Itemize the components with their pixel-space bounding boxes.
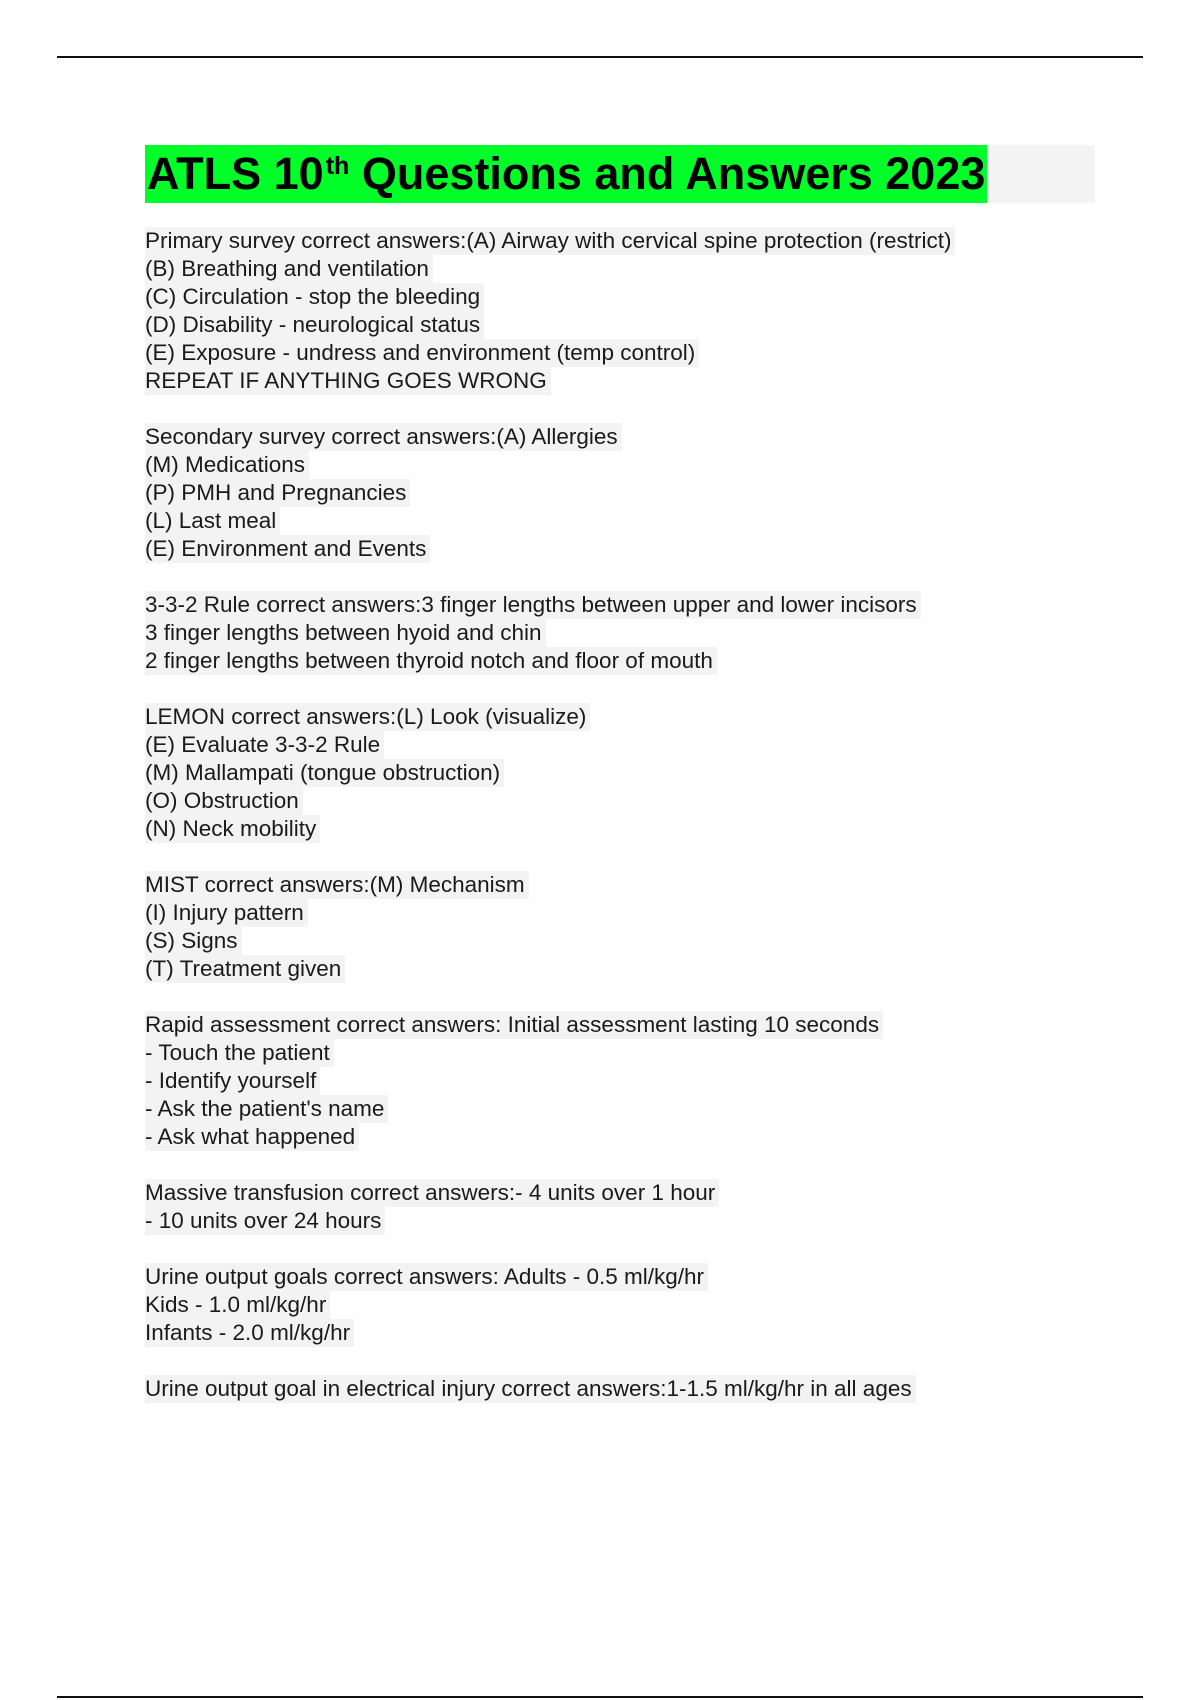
- qa-answer-line: (B) Breathing and ventilation: [145, 255, 433, 283]
- qa-answer-line: (D) Disability - neurological status: [145, 311, 484, 339]
- qa-answer-line: (C) Circulation - stop the bleeding: [145, 283, 484, 311]
- qa-block: [145, 1179, 1095, 1235]
- qa-answer-line: - 10 units over 24 hours: [145, 1207, 385, 1235]
- qa-answer-line: (O) Obstruction: [145, 787, 303, 815]
- qa-answer-line: (E) Exposure - undress and environment (temp control): [145, 339, 699, 367]
- header-rule: [57, 56, 1143, 58]
- qa-answer-line: - Ask the patient's name: [145, 1095, 388, 1123]
- qa-answer-line: (P) PMH and Pregnancies: [145, 479, 410, 507]
- document-body: [145, 145, 1095, 1431]
- qa-question-line: Massive transfusion correct answers:- 4 units over 1 hour: [145, 1179, 719, 1207]
- qa-answer-line: - Touch the patient: [145, 1039, 334, 1067]
- title-shade: [987, 145, 1095, 203]
- title-superscript: th: [325, 152, 350, 180]
- qa-answer-line: (S) Signs: [145, 927, 242, 955]
- qa-question-line: Urine output goal in electrical injury correct answers:1-1.5 ml/kg/hr in all ages: [145, 1375, 916, 1403]
- qa-question-line: Secondary survey correct answers:(A) Allergies: [145, 423, 622, 451]
- qa-answer-line: Infants - 2.0 ml/kg/hr: [145, 1319, 354, 1347]
- qa-question-line: Urine output goals correct answers: Adults - 0.5 ml/kg/hr: [145, 1263, 708, 1291]
- title-prefix: ATLS 10: [147, 148, 324, 199]
- qa-answer-line: (M) Mallampati (tongue obstruction): [145, 759, 504, 787]
- qa-block: [145, 1375, 1095, 1403]
- qa-list: [145, 227, 1095, 1403]
- qa-question-line: Primary survey correct answers:(A) Airway with cervical spine protection (restrict): [145, 227, 955, 255]
- qa-answer-line: Kids - 1.0 ml/kg/hr: [145, 1291, 330, 1319]
- qa-answer-line: (N) Neck mobility: [145, 815, 320, 843]
- qa-block: [145, 591, 1095, 675]
- qa-block: [145, 871, 1095, 983]
- qa-answer-line: - Identify yourself: [145, 1067, 320, 1095]
- title-suffix: Questions and Answers 2023: [349, 148, 986, 199]
- qa-question-line: LEMON correct answers:(L) Look (visualize): [145, 703, 590, 731]
- qa-question-line: MIST correct answers:(M) Mechanism: [145, 871, 529, 899]
- qa-answer-line: - Ask what happened: [145, 1123, 359, 1151]
- qa-answer-line: (E) Environment and Events: [145, 535, 430, 563]
- qa-answer-line: (M) Medications: [145, 451, 309, 479]
- qa-block: [145, 227, 1095, 395]
- qa-question-line: Rapid assessment correct answers: Initial assessment lasting 10 seconds: [145, 1011, 883, 1039]
- document-title: [145, 145, 987, 203]
- qa-answer-line: 3 finger lengths between hyoid and chin: [145, 619, 546, 647]
- qa-block: [145, 1263, 1095, 1347]
- qa-block: [145, 1011, 1095, 1151]
- qa-answer-line: (I) Injury pattern: [145, 899, 308, 927]
- qa-answer-line: (L) Last meal: [145, 507, 280, 535]
- qa-answer-line: (T) Treatment given: [145, 955, 345, 983]
- qa-answer-line: REPEAT IF ANYTHING GOES WRONG: [145, 367, 551, 395]
- qa-answer-line: 2 finger lengths between thyroid notch and floor of mouth: [145, 647, 717, 675]
- qa-block: [145, 703, 1095, 843]
- footer-rule: [57, 1696, 1143, 1698]
- title-row: [145, 145, 1095, 203]
- qa-question-line: 3-3-2 Rule correct answers:3 finger lengths between upper and lower incisors: [145, 591, 921, 619]
- qa-answer-line: (E) Evaluate 3-3-2 Rule: [145, 731, 384, 759]
- qa-block: [145, 423, 1095, 563]
